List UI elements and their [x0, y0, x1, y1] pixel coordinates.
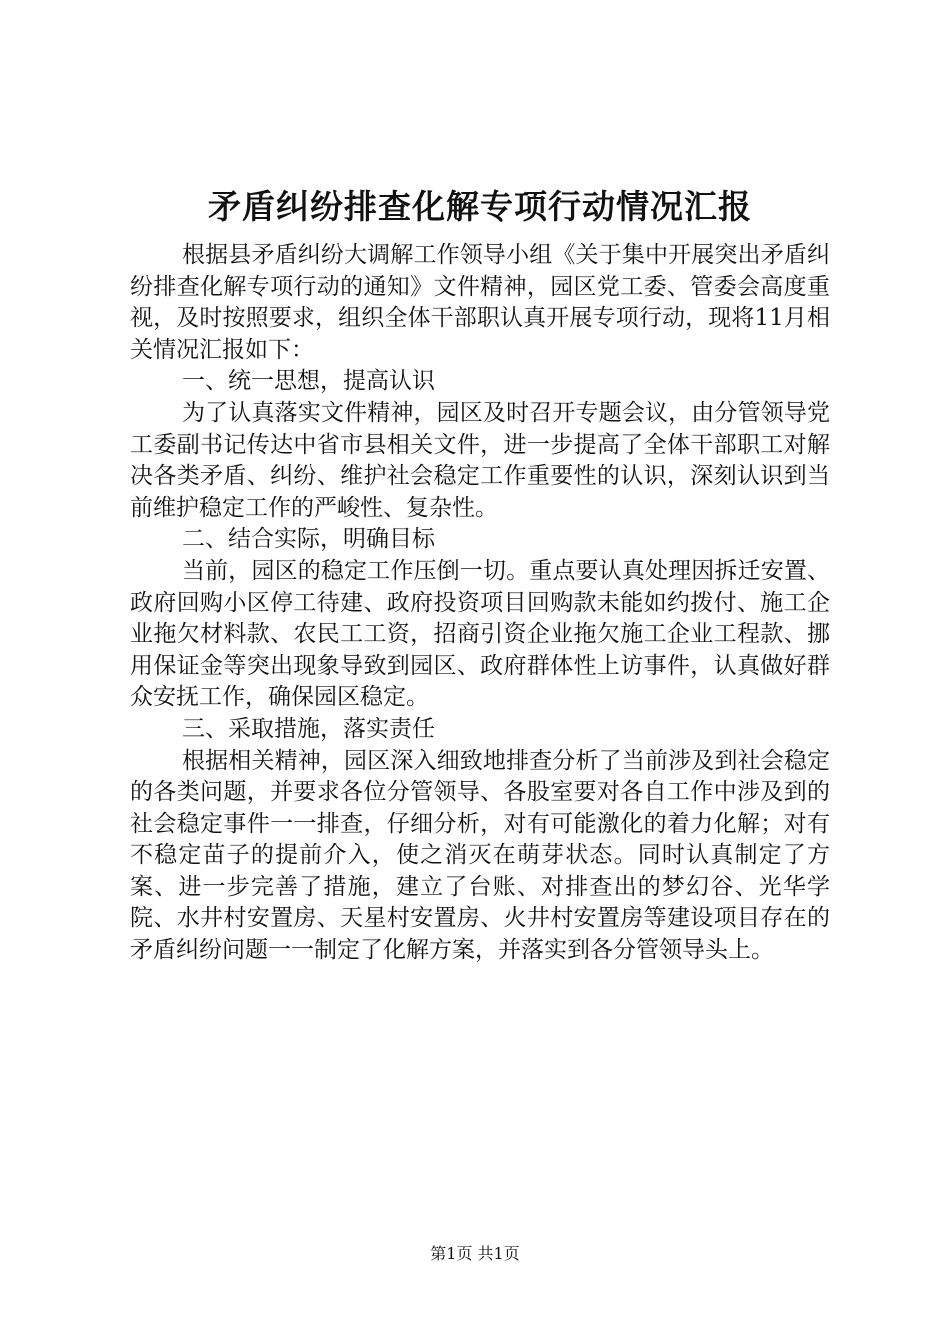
- section-body-3: 根据相关精神，园区深入细致地排查分析了当前涉及到社会稳定的各类问题，并要求各位分管领导、各股室要对各自工作中涉及到的社会稳定事件一一排查，仔细分析，对有可能激化的着力化解；对有不稳定苗子的提前介入，使之消灭在萌芽状态。同时认真制定了方案、进一步完善了措施，建立了台账、对排查出的梦幻谷、光华学院、水井村安置房、天星村安置房、火井村安置房等建设项目存在的矛盾纠纷问题一一制定了化解方案，并落实到各分管领导头上。: [130, 747, 830, 964]
- section-body-1: 为了认真落实文件精神，园区及时召开专题会议，由分管领导党工委副书记传达中省市县相关文件，进一步提高了全体干部职工对解决各类矛盾、纠纷、维护社会稳定工作重要性的认识，深刻认识到当前维护稳定工作的严峻性、复杂性。: [130, 399, 830, 521]
- section-heading-1: 一、统一思想，提高认识: [182, 368, 435, 395]
- section-body-2: 当前，园区的稳定工作压倒一切。重点要认真处理因拆迁安置、政府回购小区停工待建、政府投资项目回购款未能如约拨付、施工企业拖欠材料款、农民工工资，招商引资企业拖欠施工企业工程款、挪用保证金等突出现象导致到园区、政府群体性上访事件，认真做好群众安抚工作，确保园区稳定。: [130, 557, 830, 711]
- section-heading-2: 二、结合实际，明确目标: [182, 526, 435, 553]
- document-content: [130, 184, 830, 967]
- intro-paragraph: 根据县矛盾纠纷大调解工作领导小组《关于集中开展突出矛盾纠纷排查化解专项行动的通知》文件精神，园区党工委、管委会高度重视，及时按照要求，组织全体干部职认真开展专项行动，现将11月相关情况汇报如下：: [130, 242, 830, 363]
- section-heading-3: 三、采取措施，落实责任: [182, 715, 435, 742]
- page-footer: 第1页 共1页: [430, 1244, 520, 1263]
- document-title: 矛盾纠纷排查化解专项行动情况汇报: [208, 187, 752, 226]
